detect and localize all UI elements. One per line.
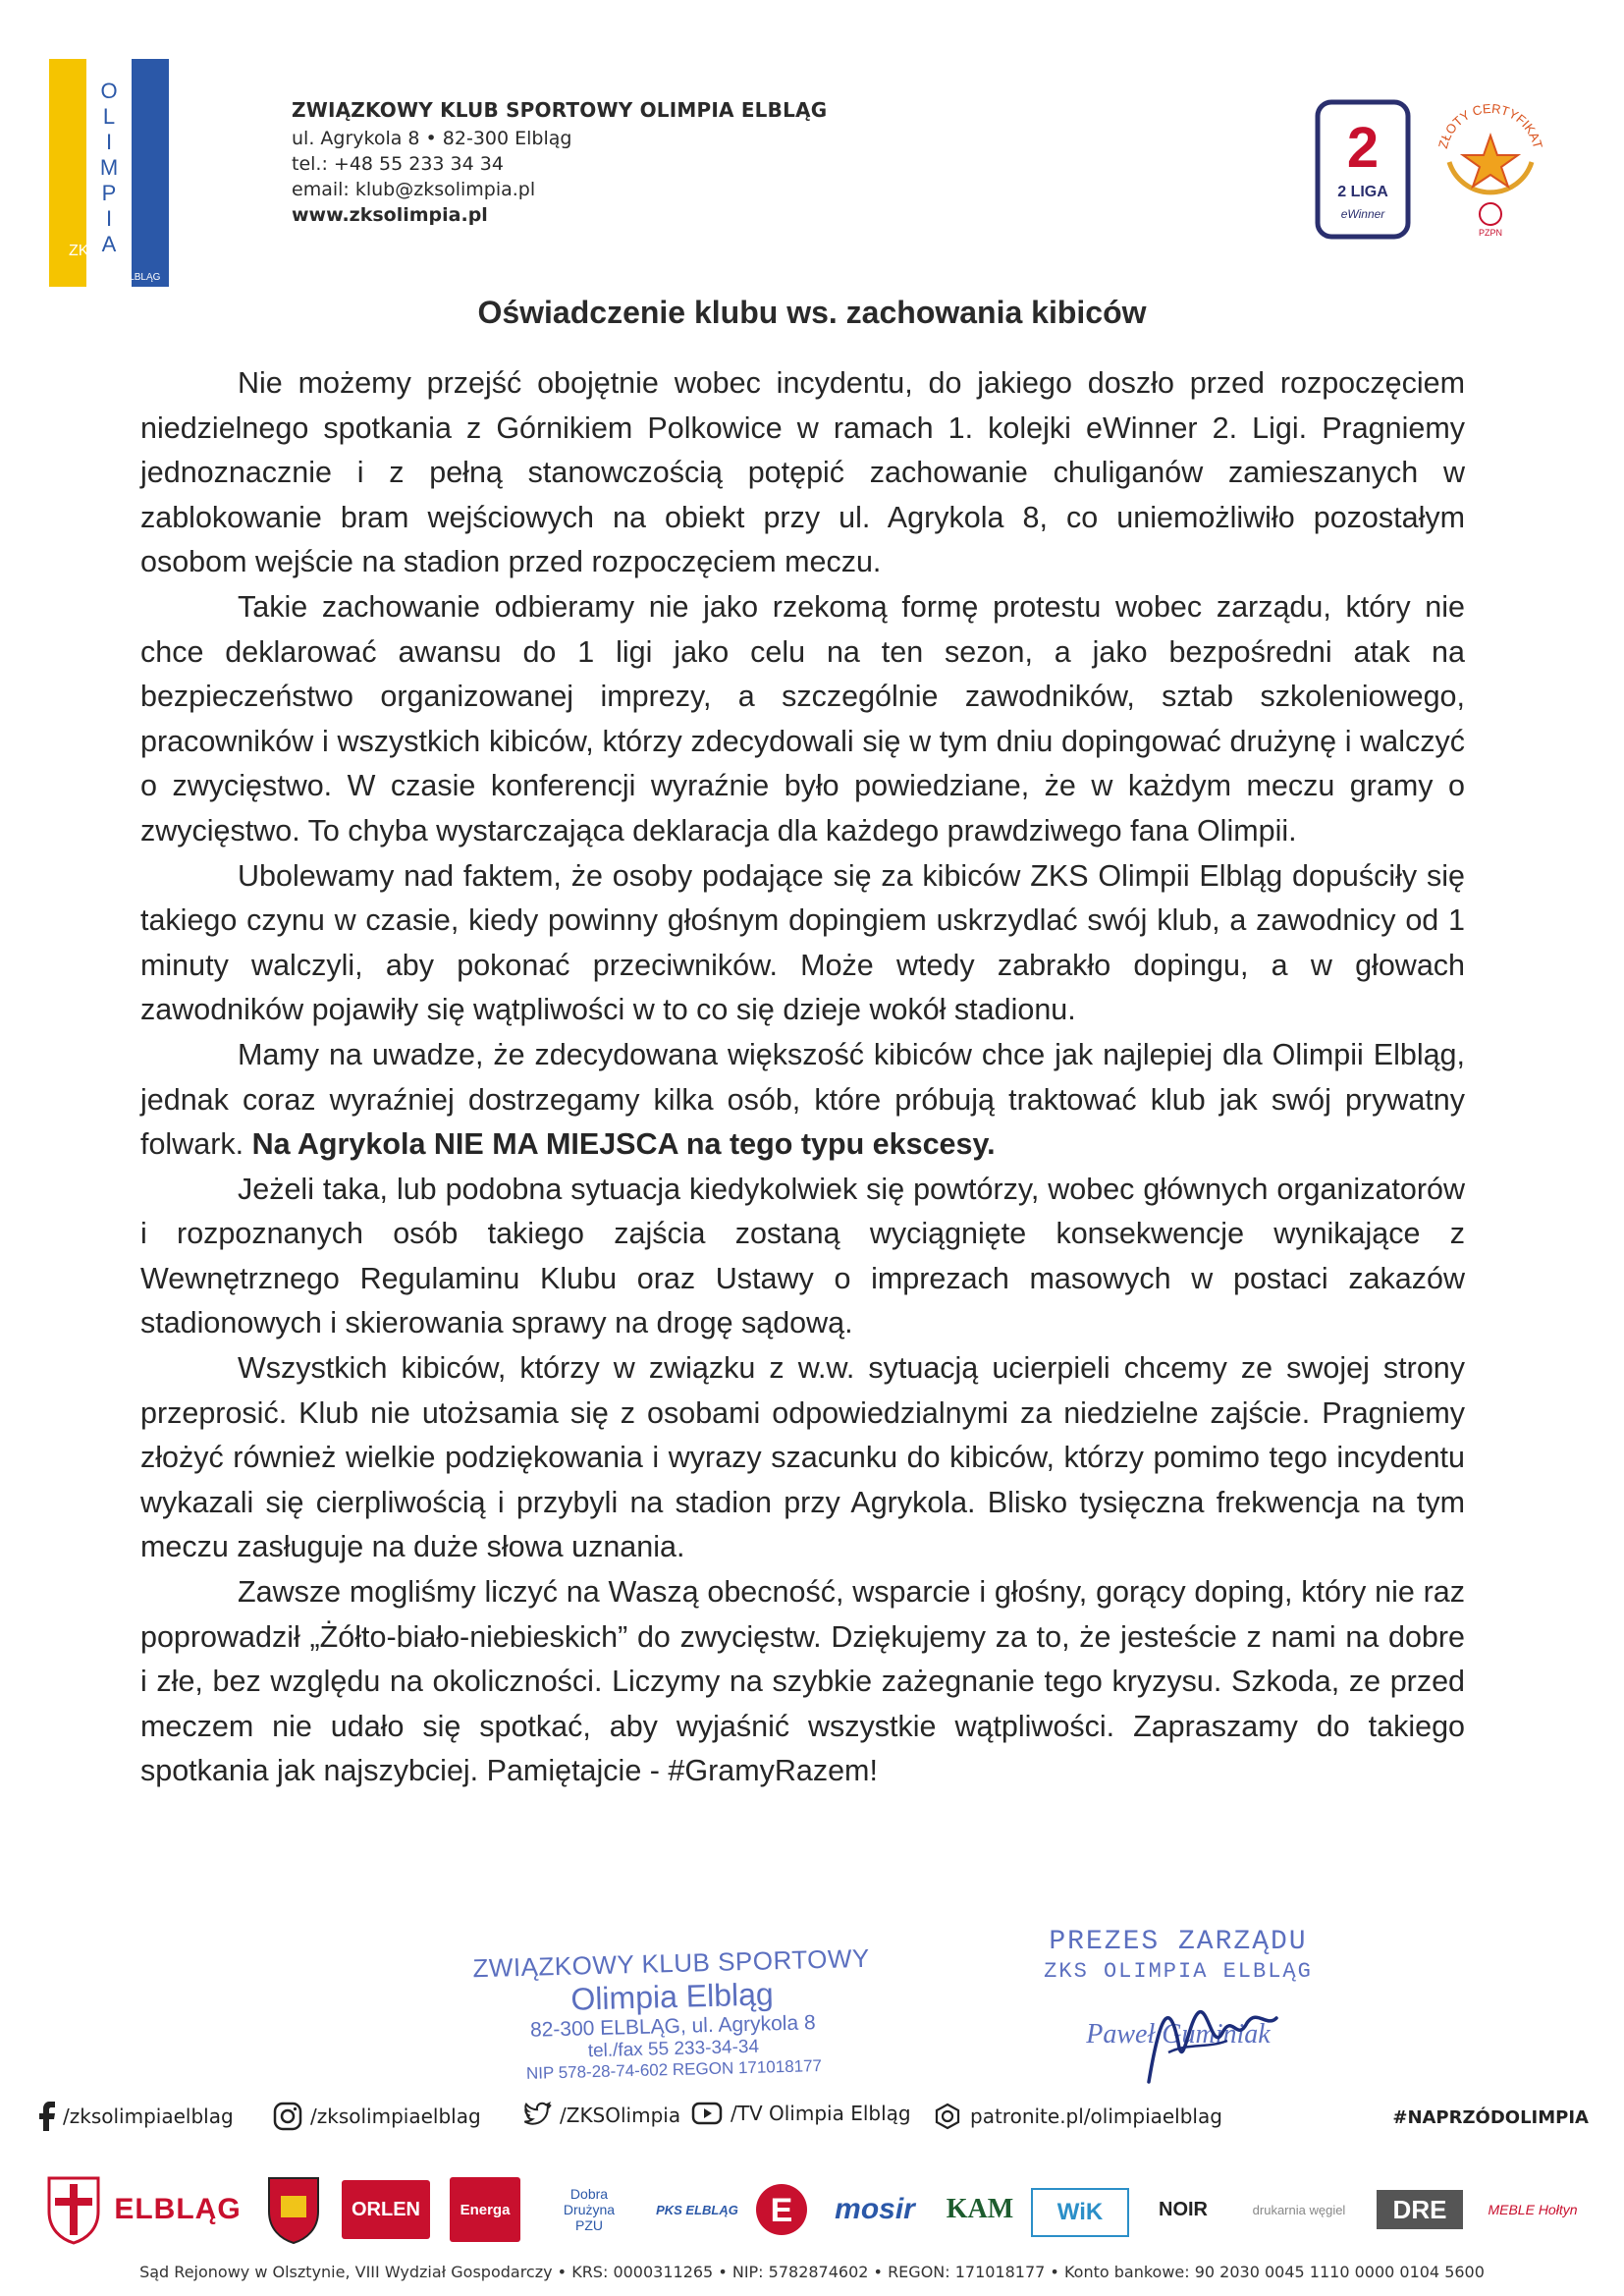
sponsor-meble: MEBLE Hołtyn	[1488, 2202, 1578, 2217]
body-paragraph	[140, 1033, 1465, 1168]
sponsor-noir: NOIR	[1159, 2198, 1208, 2220]
stamp-line: PREZES ZARZĄDU	[1049, 1927, 1308, 1957]
cert-label: ZŁOTY CERTYFIKAT	[1435, 100, 1546, 150]
stamp-line: NIP 578-28-74-602 REGON 171018177	[525, 2056, 823, 2083]
campaign-hashtag: #NAPRZÓDOLIMPIA	[1392, 2107, 1589, 2128]
patronite-url: patronite.pl/olimpiaelblag	[970, 2105, 1222, 2128]
social-media-bar	[37, 2102, 1589, 2141]
logo-letter: M	[99, 155, 119, 180]
logo-letter: I	[105, 206, 113, 231]
sponsor-drukarnia: drukarnia węgiel	[1252, 2202, 1346, 2217]
sponsor-e-logo-icon	[754, 2172, 809, 2247]
org-name: ZWIĄZKOWY KLUB SPORTOWY OLIMPIA ELBLĄG	[292, 98, 828, 122]
sponsor-dre: DRE	[1377, 2190, 1463, 2229]
liga-label: 2 LIGA	[1337, 184, 1388, 200]
document-title: Oświadczenie klubu ws. zachowania kibiców	[477, 295, 1147, 330]
logo-city: ELBLĄG	[122, 272, 161, 283]
logo-letter: P	[101, 181, 117, 205]
body-paragraph: Wszystkich kibiców, którzy w związku z w.w. sytuacją ucierpieli chcemy ze swojej strony przeprosić. Klub nie utożsamia się z osobami odpowiedzialnymi za niedzielne zajście. Pragniemy złożyć również wielkie podziękowania i wyrazy szacunku do kibiców, którzy pomimo tego incydentu wykazali się cierpliwością i przybyli na stadion przy Agrykola. Blisko tysięczna frekwencja na tym meczu zasługuje na duże słowa uznania.	[140, 1351, 1465, 1564]
stamp-line: Olimpia Elbląg	[569, 1976, 775, 2017]
logo-zks: ZKS	[69, 243, 100, 259]
twitter-handle: /ZKSOlimpia	[560, 2104, 681, 2127]
sponsor-orlen: ORLEN	[342, 2180, 430, 2239]
stamp-line: 82-300 ELBLĄG, ul. Agrykola 8	[529, 2011, 816, 2042]
svg-text:E: E	[770, 2192, 793, 2229]
body-emphasis: Na Agrykola NIE MA MIEJSCA na tego typu ekscesy.	[251, 1127, 996, 1162]
stamp-line: tel./fax 55 233-34-34	[587, 2036, 760, 2062]
body-paragraph: Zawsze mogliśmy liczyć na Waszą obecność, wsparcie i głośny, gorący doping, który nie raz poprowadził „Żółto-biało-niebieskich” do zwycięstw. Dziękujemy za to, że jesteście z nami na dobre i złe, bez względu na okoliczności. Liczymy na szybkie zażegnanie tego kryzysu. Szkoda, ze przed meczem nie udało się spotkać, aby wyjaśnić wszystkie wątpliwości. Zapraszamy do takiego spotkania jak najszybciej. Pamiętajcie - #GramyRazem!	[140, 1575, 1465, 1788]
youtube-link[interactable]	[691, 2102, 911, 2125]
liga-number: 2	[1346, 116, 1380, 180]
org-email: email: klub@zksolimpia.pl	[292, 179, 536, 200]
twitter-icon	[520, 2102, 552, 2129]
facebook-icon	[37, 2102, 55, 2131]
handwritten-signature	[1129, 1984, 1286, 2102]
sponsor-energa: Energa	[450, 2177, 520, 2242]
sponsor-elblag: ELBLĄG	[114, 2193, 242, 2225]
elblag-coat-of-arms-icon	[43, 2172, 104, 2247]
2-liga-badge	[1314, 98, 1412, 241]
body-text: Mamy na uwadze, że zdecydowana większość kibiców chce jak najlepiej dla Olimpii Elbląg, jednak coraz wyraźniej dostrzegamy kilka osób, które próbują traktować klub jak swój prywatny folwark.	[140, 1037, 1465, 1162]
zloty-certyfikat-badge	[1432, 88, 1549, 246]
instagram-link[interactable]	[273, 2102, 481, 2131]
cert-org: PZPN	[1478, 228, 1503, 238]
facebook-link[interactable]	[37, 2102, 234, 2131]
patronite-icon	[933, 2102, 962, 2131]
county-coat-of-arms-icon	[265, 2172, 322, 2247]
sponsor-dobra-druzyna	[540, 2172, 638, 2247]
body-paragraph: Ubolewamy nad faktem, że osoby podające się za kibiców ZKS Olimpii Elbląg dopuściły się takiego czynu w czasie, kiedy powinny głośnym dopingiem uskrzydlać swój klub, a zawodnicy od 1 minuty walczyli, aby pokonać przeciwników. Może wtedy zabrakło dopingu, a w głowach zawodników pojawiły się wątpliwości w to co się dzieje wokół stadionu.	[140, 858, 1465, 1027]
sponsor-text: Dobra	[569, 2186, 609, 2202]
club-stamp	[460, 1942, 885, 2085]
document-body	[140, 361, 1465, 1794]
sponsors-bar	[29, 2172, 1600, 2251]
instagram-icon	[273, 2102, 302, 2131]
olimpia-logo	[49, 59, 169, 287]
body-paragraph: Jeżeli taka, lub podobna sytuacja kiedykolwiek się powtórzy, wobec głównych organizatorów i rozpoznanych osób takiego zajścia zostaną wyciągnięte konsekwencje wynikające z Wewnętrznego Regulaminu Klubu oraz Ustawy o imprezach masowych w postaci zakazów stadionowych i skierowania sprawy na drogę sądową.	[140, 1172, 1465, 1340]
youtube-icon	[691, 2102, 723, 2125]
facebook-handle: /zksolimpiaelblag	[63, 2105, 234, 2128]
body-paragraph: Takie zachowanie odbieramy nie jako rzekomą formę protestu wobec zarządu, który nie chce deklarować awansu do 1 ligi jako celu na ten sezon, a jako bezpośredni atak na bezpieczeństwo organizowanej imprezy, a szczególnie zawodników, sztab szkoleniowego, pracowników i wszystkich kibiców, którzy zdecydowali się w tym dniu dopingować drużynę i walczyć o zwycięstwo. W czasie konferencji wyraźnie było powiedziane, że w każdym meczu gramy o zwycięstwo. To chyba wystarczająca deklaracja dla każdego prawdziwego fana Olimpii.	[140, 589, 1465, 847]
sponsor-kam: KAM	[946, 2194, 1014, 2224]
sponsor-mosir: mosir	[835, 2193, 915, 2225]
org-phone: tel.: +48 55 233 34 34	[292, 153, 504, 175]
liga-sponsor: eWinner	[1340, 207, 1385, 221]
logo-letter: O	[100, 79, 118, 103]
org-contact-block	[292, 98, 827, 228]
instagram-handle: /zksolimpiaelblag	[310, 2105, 481, 2128]
sponsor-text: PZU	[575, 2217, 603, 2233]
youtube-channel: /TV Olimpia Elbląg	[731, 2102, 911, 2125]
stamp-line: ZWIĄZKOWY KLUB SPORTOWY	[472, 1942, 871, 1984]
stamp-line: Paweł Guminiak	[1086, 2019, 1271, 2050]
sponsor-text: Drużyna	[563, 2202, 616, 2217]
sponsor-pks: PKS ELBLĄG	[656, 2202, 738, 2217]
stamp-line: ZKS OLIMPIA ELBLĄG	[1044, 1959, 1313, 1984]
sponsor-wik: WiK	[1031, 2188, 1129, 2237]
body-paragraph: Nie możemy przejść obojętnie wobec incydentu, do jakiego doszło przed rozpoczęciem niedzielnego spotkania z Górnikiem Polkowice w ramach 1. kolejki eWinner 2. Ligi. Pragniemy jednoznacznie i z pełną stanowczością potępić zachowanie chuliganów zamieszanych w zablokowanie bram wejściowych na obiekt przy ul. Agrykola 8, co uniemożliwiło pozostałym osobom wejście na stadion przed rozpoczęciem meczu.	[140, 366, 1465, 579]
org-website[interactable]: www.zksolimpia.pl	[292, 204, 488, 226]
legal-footer: Sąd Rejonowy w Olsztynie, VIII Wydział Gospodarczy • KRS: 0000311265 • NIP: 5782874602 • REGON: 171018177 • Konto bankowe: 90 2030 0045 1110 0000 0104 5600	[139, 2263, 1485, 2281]
logo-letter: I	[105, 130, 113, 154]
logo-letter: A	[101, 232, 117, 256]
logo-letter: L	[102, 104, 116, 129]
patronite-link[interactable]	[933, 2102, 1222, 2131]
twitter-link[interactable]	[520, 2102, 680, 2129]
org-address: ul. Agrykola 8 • 82-300 Elbląg	[292, 128, 572, 149]
